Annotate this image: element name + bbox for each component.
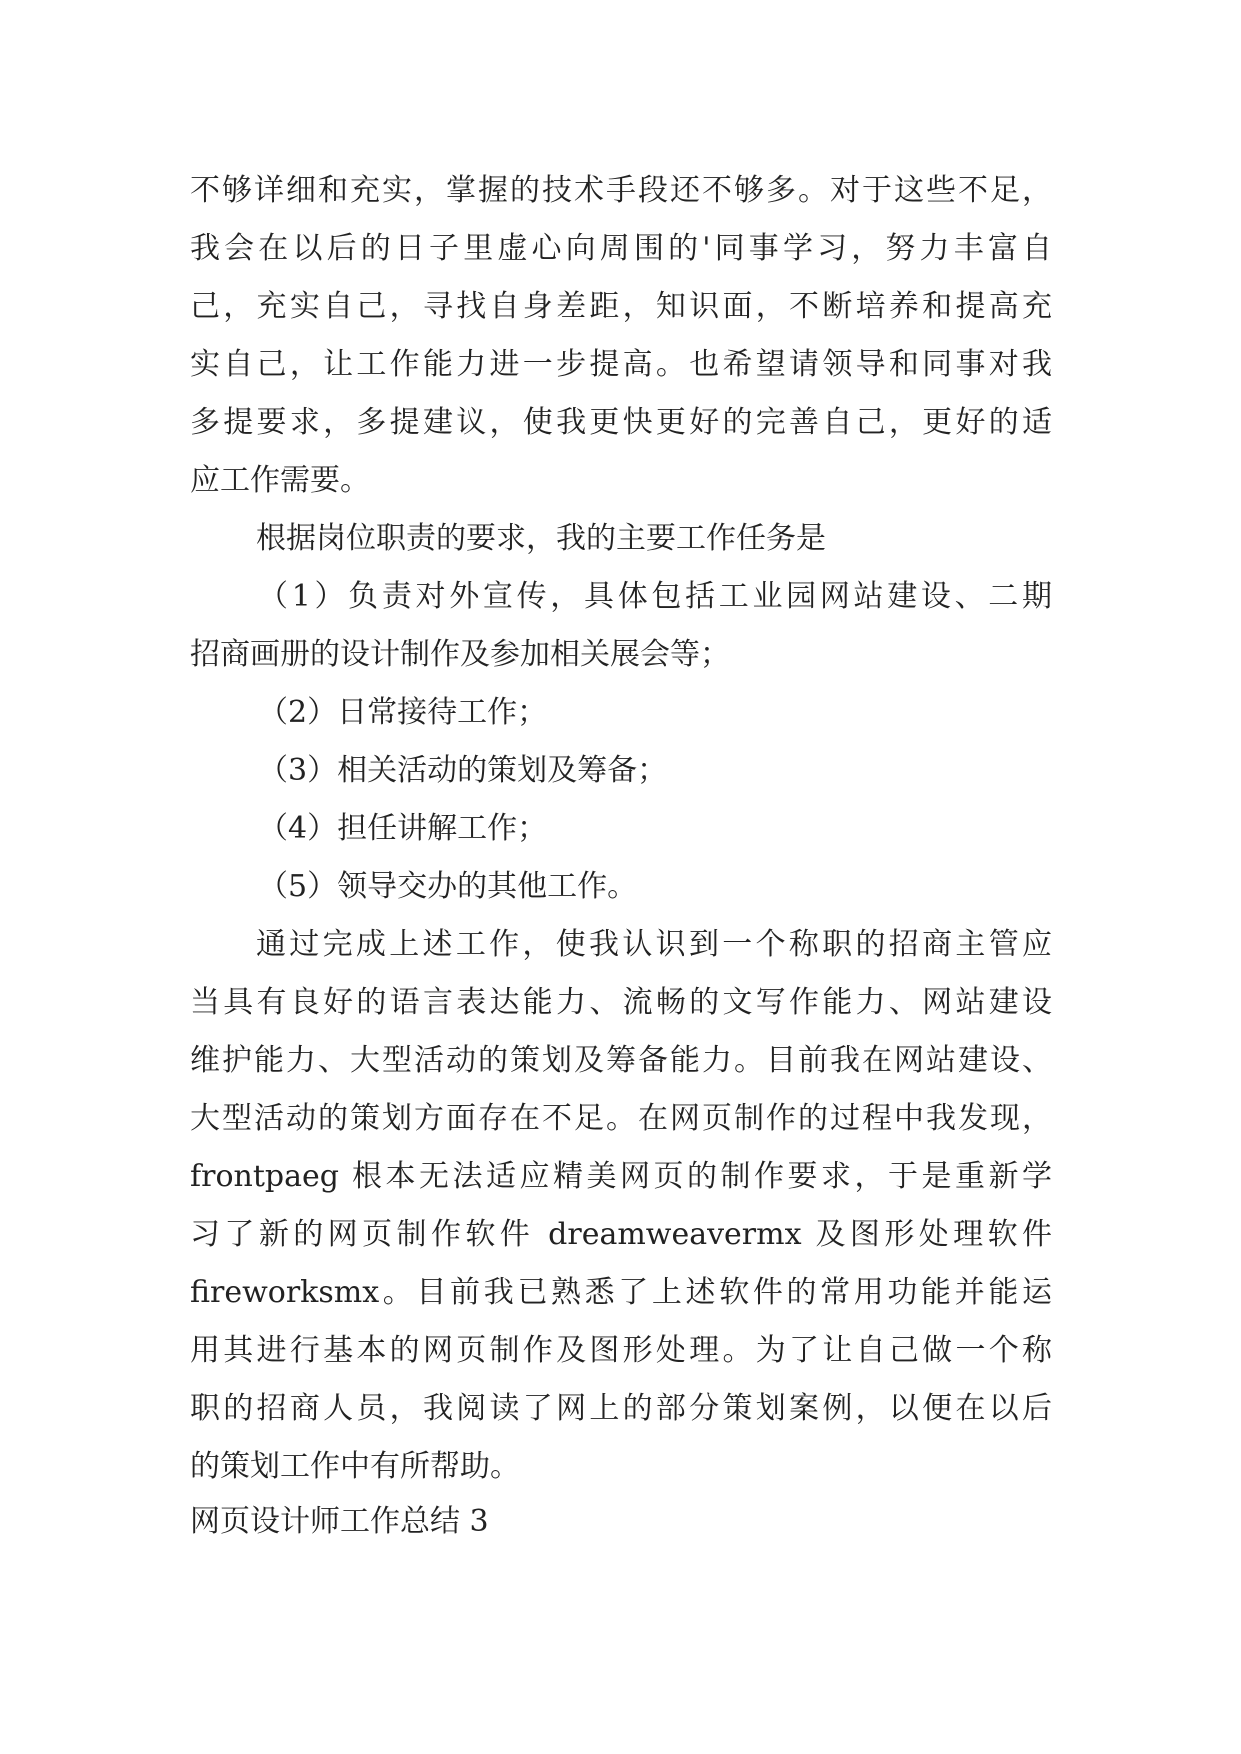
paragraph-line: 多提要求，多提建议，使我更快更好的完善自己，更好的适 — [190, 405, 1052, 440]
task-item-1-continued: 招商画册的设计制作及参加相关展会等； — [190, 637, 730, 672]
paragraph-line: 用其进行基本的网页制作及图形处理。为了让自己做一个称 — [190, 1333, 1052, 1368]
task-item-1: （1）负责对外宣传，具体包括工业园网站建设、二期 — [258, 579, 1052, 614]
paragraph-line: 当具有良好的语言表达能力、流畅的文写作能力、网站建设 — [190, 985, 1052, 1020]
paragraph-line: 的策划工作中有所帮助。 — [190, 1449, 520, 1484]
paragraph-line: 不够详细和充实，掌握的技术手段还不够多。对于这些不足， — [190, 173, 1052, 208]
paragraph-line: 己，充实自己，寻找自身差距，知识面，不断培养和提高充 — [190, 289, 1052, 324]
paragraph-line: 通过完成上述工作，使我认识到一个称职的招商主管应 — [256, 927, 1052, 962]
paragraph-line: 维护能力、大型活动的策划及筹备能力。目前我在网站建设、 — [190, 1043, 1052, 1078]
paragraph-line: 大型活动的策划方面存在不足。在网页制作的过程中我发现， — [190, 1101, 1052, 1136]
paragraph-line: frontpaeg 根本无法适应精美网页的制作要求，于是重新学 — [190, 1159, 1052, 1194]
paragraph-line: 实自己，让工作能力进一步提高。也希望请领导和同事对我 — [190, 347, 1052, 382]
task-item-5: （5）领导交办的其他工作。 — [258, 869, 638, 904]
paragraph-line: 应工作需要。 — [190, 463, 370, 498]
task-item-2: （2）日常接待工作； — [258, 695, 548, 730]
paragraph-line: fireworksmx。目前我已熟悉了上述软件的常用功能并能运 — [190, 1275, 1052, 1310]
task-item-4: （4）担任讲解工作； — [258, 811, 548, 846]
task-intro: 根据岗位职责的要求，我的主要工作任务是 — [256, 521, 826, 556]
task-item-3: （3）相关活动的策划及筹备； — [258, 753, 668, 788]
body-text — [190, 162, 1052, 1496]
section-heading: 网页设计师工作总结 3 — [190, 1504, 489, 1539]
paragraph-line: 我会在以后的日子里虚心向周围的'同事学习，努力丰富自 — [190, 231, 1052, 266]
paragraph-line: 职的招商人员，我阅读了网上的部分策划案例，以便在以后 — [190, 1391, 1052, 1426]
paragraph-line: 习了新的网页制作软件 dreamweavermx 及图形处理软件 — [190, 1217, 1052, 1252]
